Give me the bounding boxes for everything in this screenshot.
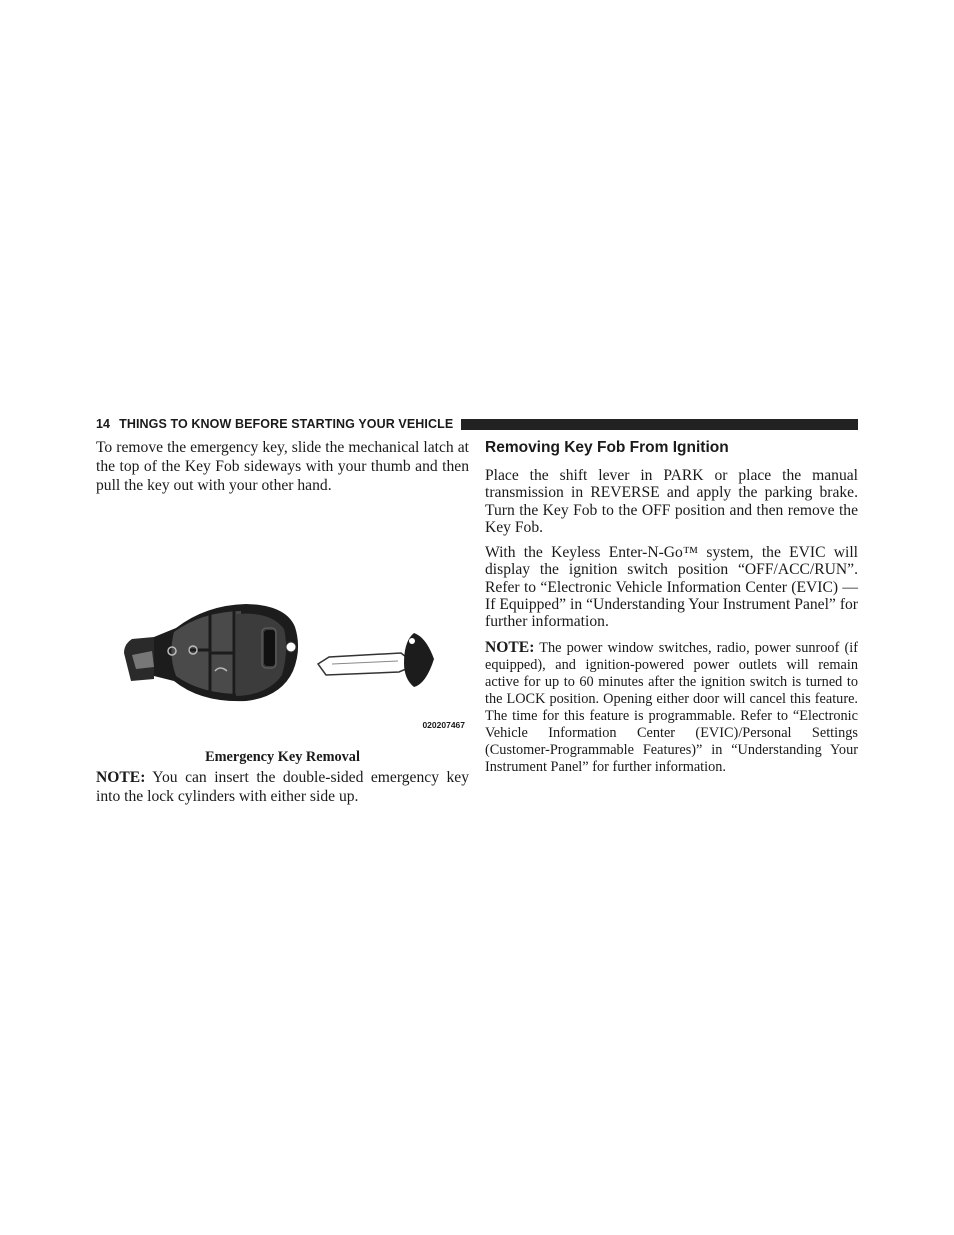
figure-code: 020207467 <box>422 720 465 730</box>
paragraph-keyless: With the Keyless Enter-N-Go™ system, the EVIC will display the ignition switch position “OFF/ACC/RUN”. Refer to “Electronic Vehicle Information Center (EVIC) — If Equipped” in “Understanding Your Instrument Panel” for further information. <box>485 544 858 631</box>
left-column <box>96 438 469 806</box>
section-heading: Removing Key Fob From Ignition <box>485 439 729 456</box>
note-label: NOTE: <box>485 638 535 656</box>
header-rule <box>461 419 858 430</box>
intro-paragraph: To remove the emergency key, slide the mechanical latch at the top of the Key Fob sideways with your thumb and then pull the key out with your other hand. <box>96 439 469 494</box>
right-column <box>485 438 858 776</box>
section-title: THINGS TO KNOW BEFORE STARTING YOUR VEHICLE <box>119 417 454 431</box>
note-paragraph-left <box>96 768 469 806</box>
page-header <box>96 417 858 431</box>
figure-caption: Emergency Key Removal <box>205 749 360 765</box>
note-text: The power window switches, radio, power sunroof (if equipped), and ignition-powered power outlets will remain active for up to 60 minutes after the ignition switch is turned to the LOCK position. Opening either door will cancel this feature. The time for this feature is programmable. Refer to “Electronic Vehicle Information Center (EVIC)/Personal Settings (Customer-Programmable Features)” in “Understanding Your Instrument Panel” for further information. <box>485 639 858 776</box>
key-fob-illustration <box>96 519 469 744</box>
note-label: NOTE: <box>96 769 146 786</box>
note-text: You can insert the double-sided emergency key into the lock cylinders with either side up. <box>96 769 469 805</box>
page-number: 14 <box>96 417 111 431</box>
key-fob-figure <box>96 519 469 744</box>
paragraph-shift-lever: Place the shift lever in PARK or place the manual transmission in REVERSE and apply the parking brake. Turn the Key Fob to the OFF position and then remove the Key Fob. <box>485 467 858 536</box>
note-paragraph-right <box>485 639 858 777</box>
